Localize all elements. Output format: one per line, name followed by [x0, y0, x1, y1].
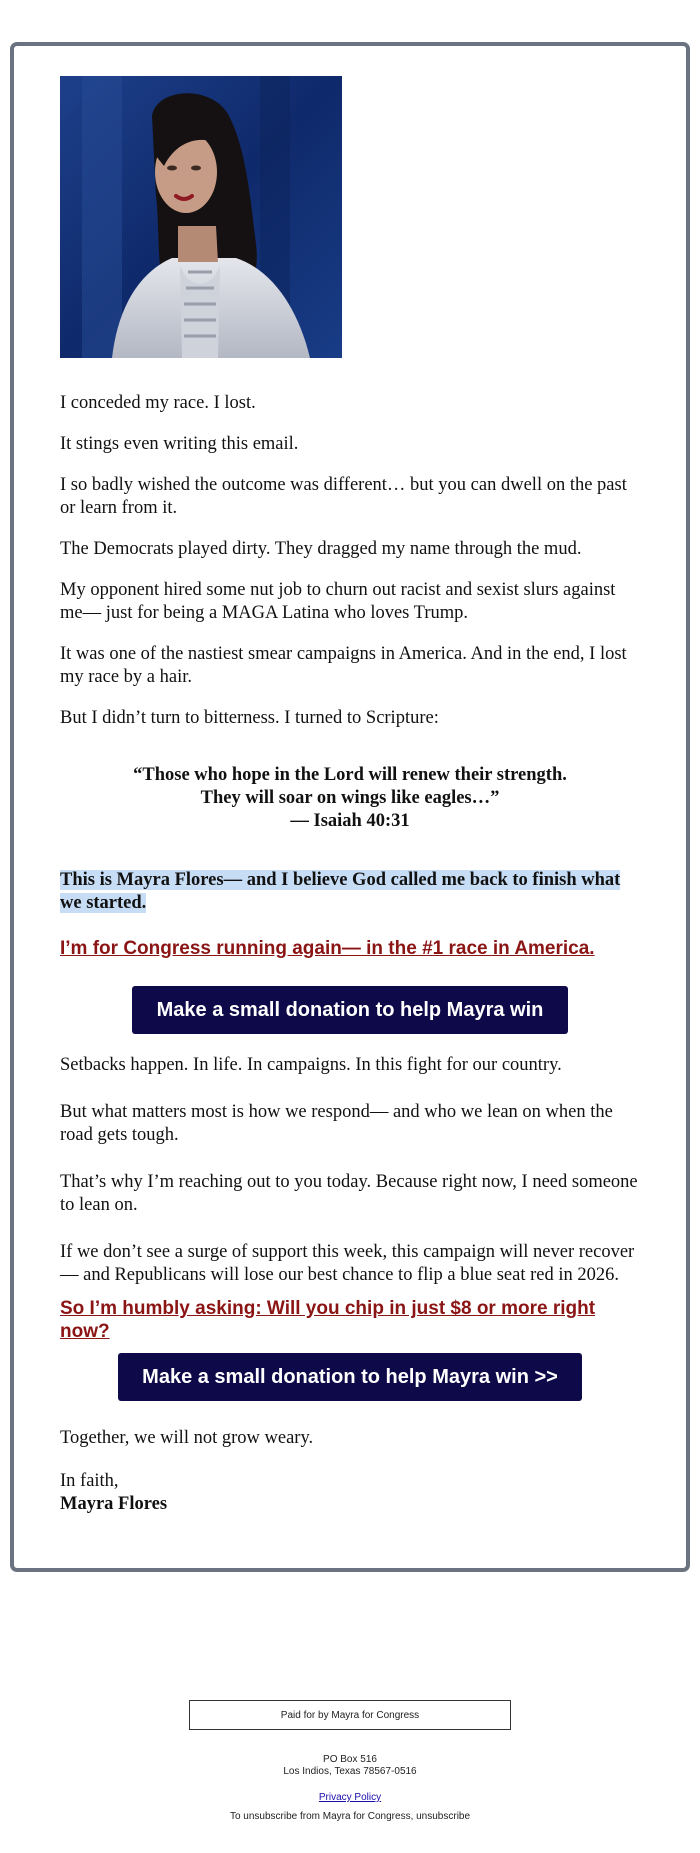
email-paragraph: But what matters most is how we respond— and who we lean on when the road gets tough.: [60, 1102, 613, 1145]
email-paragraph: If we don’t see a surge of support this week, this campaign will never recover— and Republicans will lose our best chance to flip a blue seat red in 2026.: [60, 1242, 635, 1285]
quote-line-2: They will soar on wings like eagles…”: [200, 788, 500, 808]
signature: Mayra Flores: [60, 1494, 168, 1514]
email-footer: [0, 1700, 700, 1822]
unsubscribe-text[interactable]: To unsubscribe from Mayra for Congress, unsubscribe: [229, 1811, 471, 1822]
paid-for-disclaimer: Paid for by Mayra for Congress: [189, 1700, 511, 1730]
email-content: [60, 76, 640, 1516]
email-paragraph: The Democrats played dirty. They dragged my name through the mud.: [60, 539, 582, 559]
email-paragraph: That’s why I’m reaching out to you today. Because right now, I need someone to lean on.: [60, 1172, 638, 1215]
signoff: In faith,: [60, 1471, 119, 1491]
congress-run-link[interactable]: I’m for Congress running again— in the #1 race in America.: [60, 938, 595, 959]
closing-line: Together, we will not grow weary.: [60, 1428, 314, 1448]
scripture-quote: [60, 764, 640, 833]
email-paragraph: But I didn’t turn to bitterness. I turned to Scripture:: [60, 708, 439, 728]
highlighted-text: This is Mayra Flores— and I believe God called me back to finish what we started.: [60, 870, 621, 913]
email-paragraph: I so badly wished the outcome was different… but you can dwell on the past or learn from it.: [60, 475, 627, 518]
highlighted-statement: [60, 869, 640, 915]
po-box: PO Box 516: [323, 1754, 377, 1765]
mailing-address: [0, 1754, 700, 1778]
donate-button-2[interactable]: Make a small donation to help Mayra win >>: [118, 1353, 582, 1401]
email-paragraph: It stings even writing this email.: [60, 434, 299, 454]
chip-in-link[interactable]: So I’m humbly asking: Will you chip in just $8 or more right now?: [60, 1298, 596, 1342]
email-paragraph: I conceded my race. I lost.: [60, 393, 256, 413]
quote-citation: — Isaiah 40:31: [290, 811, 410, 831]
email-paragraph: It was one of the nastiest smear campaigns in America. And in the end, I lost my race by a hair.: [60, 644, 627, 687]
privacy-policy-link[interactable]: Privacy Policy: [318, 1792, 382, 1803]
email-card: [10, 42, 690, 1572]
donate-button[interactable]: Make a small donation to help Mayra win: [132, 986, 568, 1034]
quote-line-1: “Those who hope in the Lord will renew their strength.: [133, 765, 567, 785]
candidate-photo: [60, 76, 342, 358]
city-state-zip: Los Indios, Texas 78567-0516: [283, 1766, 417, 1777]
email-paragraph: Setbacks happen. In life. In campaigns. In this fight for our country.: [60, 1055, 562, 1075]
email-paragraph: My opponent hired some nut job to churn out racist and sexist slurs against me— just for being a MAGA Latina who loves Trump.: [60, 580, 616, 623]
